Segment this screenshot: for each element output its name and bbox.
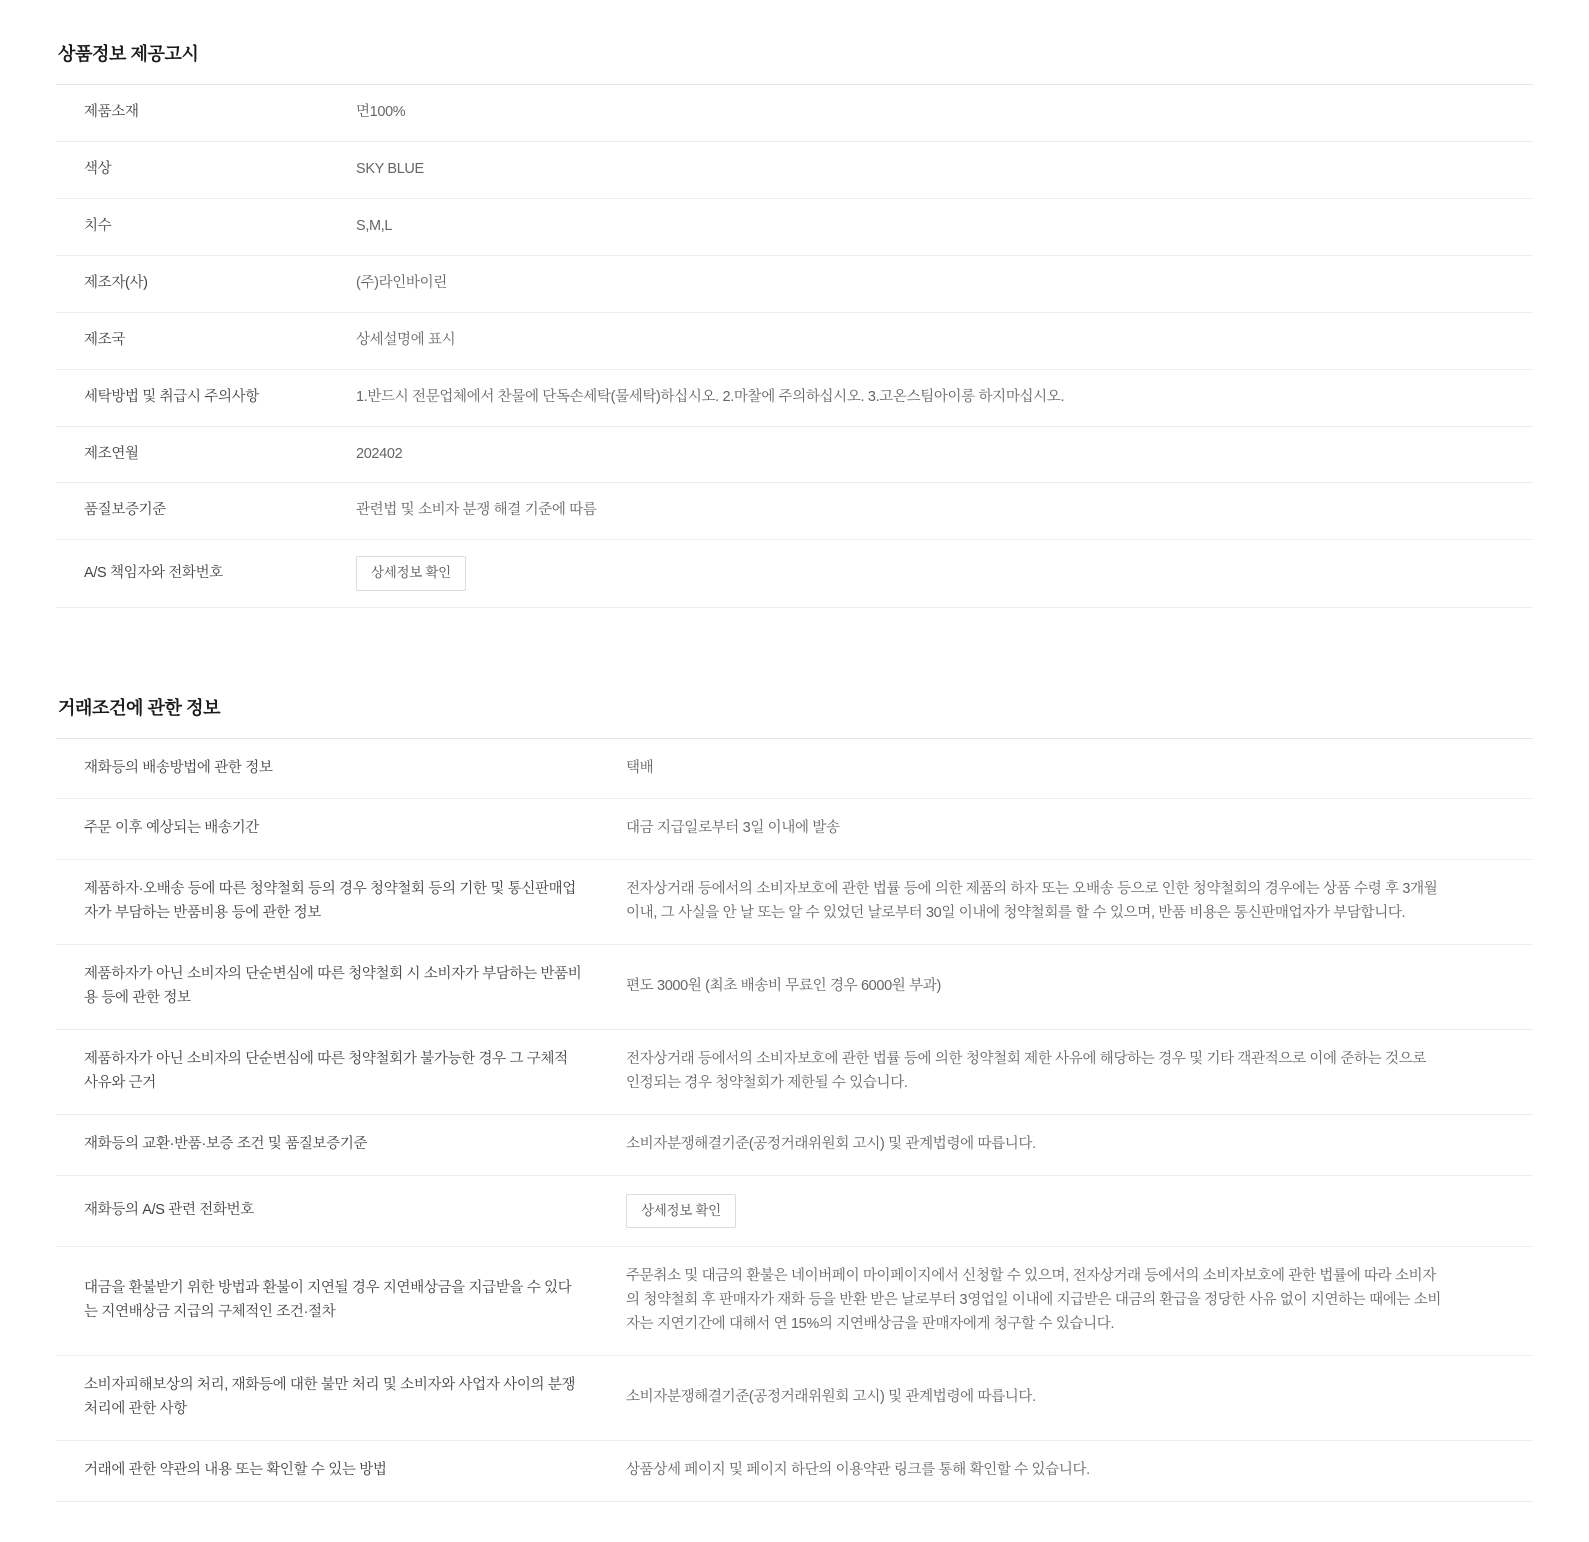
row-label: 재화등의 배송방법에 관한 정보 [84,759,273,776]
product-info-section [56,40,1533,608]
trade-info-section [56,694,1533,1502]
row-value: 상품상세 페이지 및 페이지 하단의 이용약관 링크를 통해 확인할 수 있습니다. [626,1461,1090,1478]
row-label: 제품하자·오배송 등에 따른 청약철회 등의 경우 청약철회 등의 기한 및 통신판매업자가 부담하는 반품비용 등에 관한 정보 [84,881,576,922]
row-label: 소비자피해보상의 처리, 재화등에 대한 불만 처리 및 소비자와 사업자 사이의 분쟁처리에 관한 사항 [84,1376,576,1417]
row-label: 색상 [84,160,112,177]
as-detail-info-button[interactable]: 상세정보 확인 [356,556,466,590]
row-label: 치수 [84,217,112,234]
row-label: 세탁방법 및 취급시 주의사항 [84,388,259,405]
row-value: 상세설명에 표시 [356,331,456,348]
table-row [56,1114,1533,1175]
row-value: 전자상거래 등에서의 소비자보호에 관한 법률 등에 의한 청약철회 제한 사유에 해당하는 경우 및 기타 객관적으로 이에 준하는 것으로 인정되는 경우 청약철회가 제한될 수 있습니다. [626,1051,1427,1092]
row-label: 주문 이후 예상되는 배송기간 [84,820,259,837]
row-value [354,540,1533,607]
table-row [56,1175,1533,1246]
row-value: 택배 [626,759,654,776]
row-label: 제품하자가 아닌 소비자의 단순변심에 따른 청약철회 시 소비자가 부담하는 반품비용 등에 관한 정보 [84,966,582,1007]
table-row [56,312,1533,369]
row-value: SKY BLUE [356,160,424,177]
table-row [56,141,1533,198]
row-label: 제조국 [84,331,125,348]
trade-info-table [56,738,1533,1502]
row-label: 제조자(사) [84,274,148,291]
row-value: 관련법 및 소비자 분쟁 해결 기준에 따름 [356,502,597,519]
row-value: 전자상거래 등에서의 소비자보호에 관한 법률 등에 의한 제품의 하자 또는 오배송 등으로 인한 청약철회의 경우에는 상품 수령 후 3개월 이내, 그 사실을 안 날 또는 알 수 있었던 날로부터 30일 이내에 청약철회를 할 수 있으며, 반품 비용은 통신판매업자가 부담합니다. [626,881,1438,922]
row-label: 제품소재 [84,104,139,120]
table-row [56,1440,1533,1501]
row-label: 재화등의 A/S 관련 전화번호 [84,1201,254,1218]
table-row [56,85,1533,142]
table-row [56,540,1533,607]
section-divider-space [56,664,1533,694]
trade-info-title: 거래조건에 관한 정보 [58,697,221,718]
table-row [56,426,1533,483]
row-value: S,M,L [356,217,393,234]
table-row [56,483,1533,540]
product-info-title: 상품정보 제공고시 [58,44,199,64]
table-row [56,945,1533,1030]
table-row [56,860,1533,945]
row-value: 소비자분쟁해결기준(공정거래위원회 고시) 및 관계법령에 따릅니다. [626,1135,1036,1152]
row-value: (주)라인바이린 [356,274,447,291]
row-label: 제조연월 [84,445,139,462]
row-value: 주문취소 및 대금의 환불은 네이버페이 마이페이지에서 신청할 수 있으며, 전자상거래 등에서의 소비자보호에 관한 법률에 따라 소비자의 청약철회 후 판매자가 재화 등을 반환 받은 날로부터 3영업일 이내에 지급받은 대금의 환급을 정당한 사유 없이 지연하는 때에는 소비자는 지연기간에 대해서 연 15%의 지연배상금을 판매자에게 청구할 수 있습니다. [626,1268,1442,1332]
row-value: 편도 3000원 (최초 배송비 무료인 경우 6000원 부과) [626,978,941,995]
row-label: 대금을 환불받기 위한 방법과 환불이 지연될 경우 지연배상금을 지급받을 수 있다는 지연배상금 지급의 구체적인 조건·절차 [84,1280,572,1320]
table-row [56,255,1533,312]
table-row [56,738,1533,799]
row-label: A/S 책임자와 전화번호 [84,564,223,581]
table-row [56,198,1533,255]
row-value: 소비자분쟁해결기준(공정거래위원회 고시) 및 관계법령에 따릅니다. [626,1388,1036,1405]
row-value: 1.반드시 전문업체에서 찬물에 단독손세탁(물세탁)하십시오. 2.마찰에 주의하십시오. 3.고온스팀아이롱 하지마십시오. [356,388,1065,405]
row-value: 면100% [356,104,406,120]
row-label: 재화등의 교환·반품·보증 조건 및 품질보증기준 [84,1135,368,1152]
table-row [56,1247,1533,1356]
row-value [614,1175,1533,1246]
table-row [56,1355,1533,1440]
table-row [56,1030,1533,1115]
row-label: 거래에 관한 약관의 내용 또는 확인할 수 있는 방법 [84,1461,387,1478]
table-row [56,369,1533,426]
table-row [56,799,1533,860]
product-info-table [56,84,1533,608]
as-phone-detail-info-button[interactable]: 상세정보 확인 [626,1194,736,1228]
row-label: 품질보증기준 [84,502,166,519]
row-label: 제품하자가 아닌 소비자의 단순변심에 따른 청약철회가 불가능한 경우 그 구체적 사유와 근거 [84,1051,568,1092]
row-value: 202402 [356,445,403,462]
row-value: 대금 지급일로부터 3일 이내에 발송 [626,820,840,837]
